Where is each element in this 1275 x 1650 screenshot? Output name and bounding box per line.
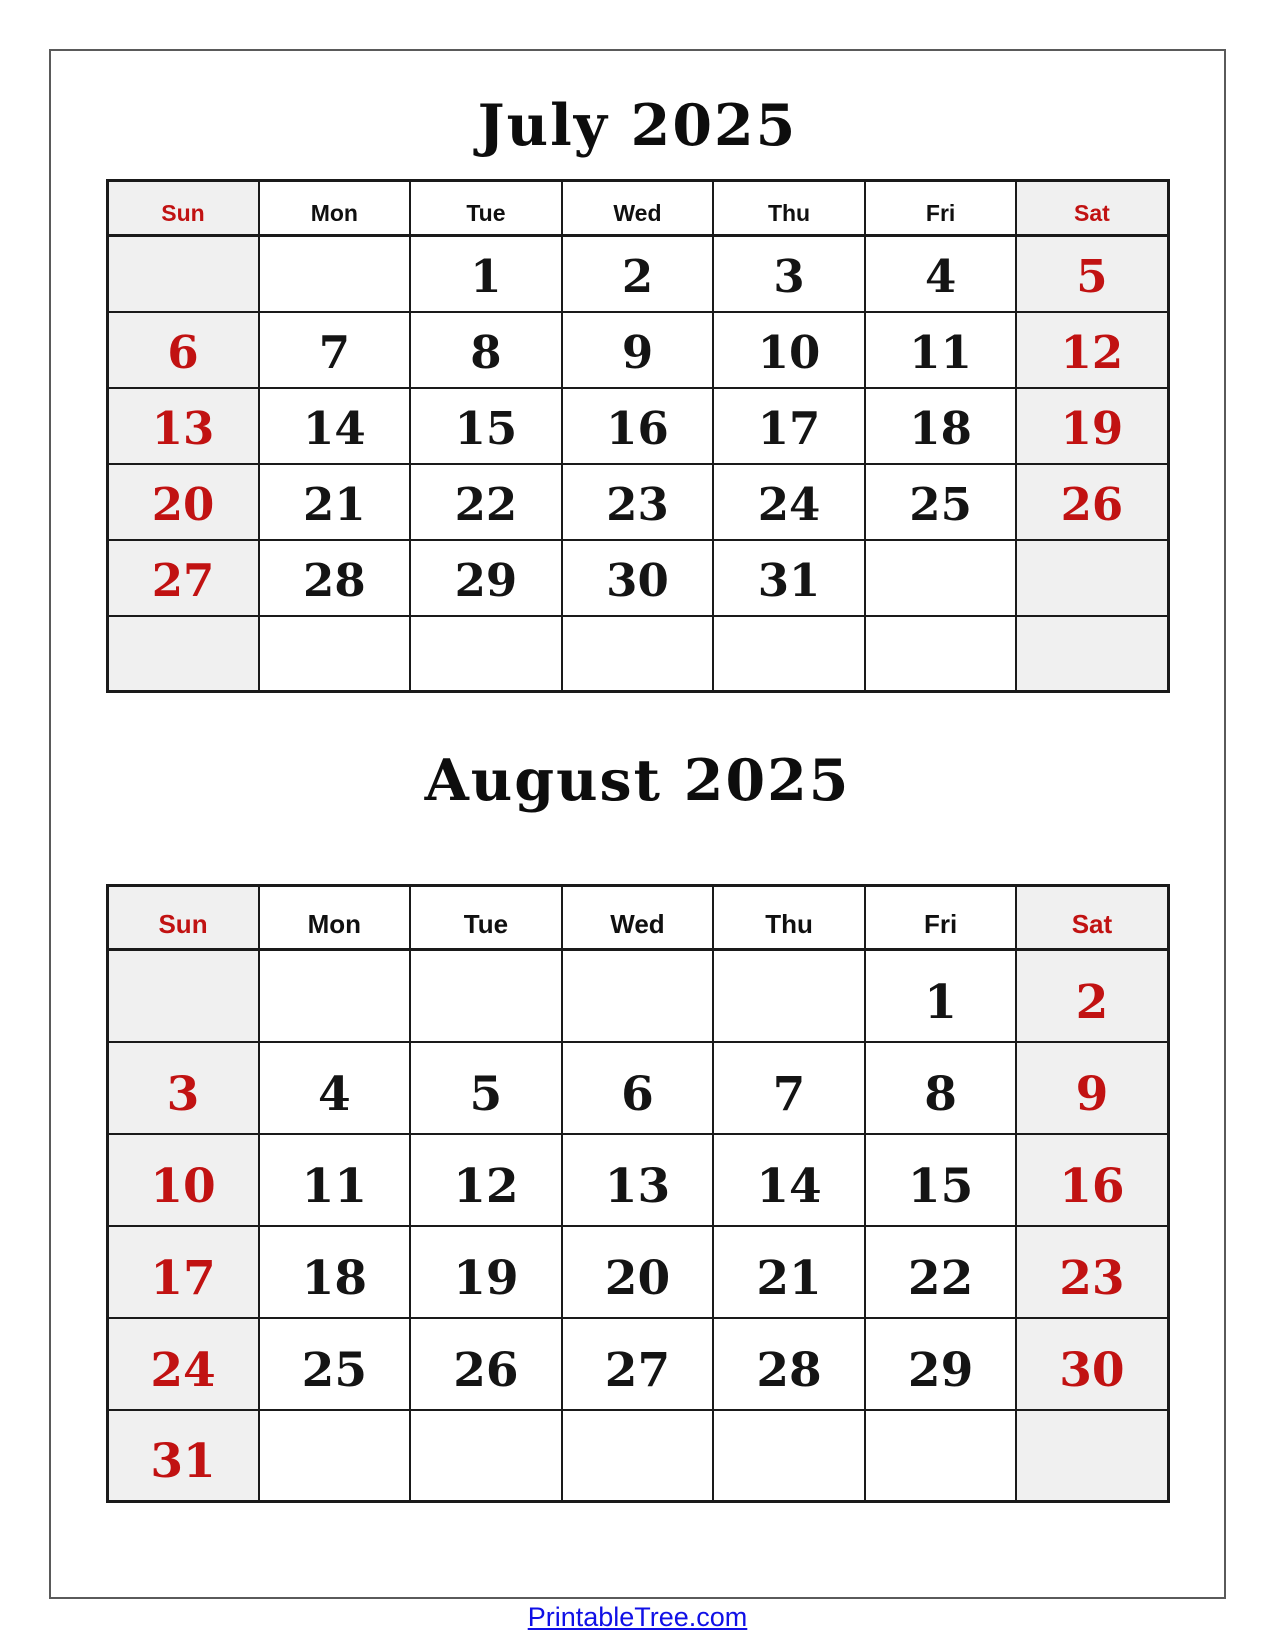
day-cell-empty (1016, 616, 1168, 692)
day-cell-10: 10 (107, 1134, 259, 1226)
day-cell-6: 6 (107, 312, 259, 388)
day-cell-15: 15 (410, 388, 562, 464)
day-header-thu: Thu (713, 886, 865, 950)
day-cell-13: 13 (107, 388, 259, 464)
day-cell-27: 27 (107, 540, 259, 616)
week-row (107, 540, 1168, 616)
day-cell-5: 5 (1016, 236, 1168, 312)
day-cell-7: 7 (259, 312, 411, 388)
day-header-thu: Thu (713, 181, 865, 236)
page-footer (0, 1602, 1275, 1633)
day-cell-31: 31 (107, 1410, 259, 1502)
day-cell-2: 2 (1016, 950, 1168, 1042)
day-cell-26: 26 (410, 1318, 562, 1410)
day-header-mon: Mon (259, 181, 411, 236)
day-cell-28: 28 (713, 1318, 865, 1410)
day-cell-1: 1 (410, 236, 562, 312)
day-cell-25: 25 (865, 464, 1017, 540)
day-cell-empty (865, 540, 1017, 616)
day-header-wed: Wed (562, 886, 714, 950)
day-cell-empty (107, 950, 259, 1042)
day-cell-28: 28 (259, 540, 411, 616)
page-frame (49, 49, 1226, 1599)
day-cell-4: 4 (259, 1042, 411, 1134)
day-cell-empty (410, 1410, 562, 1502)
day-cell-empty (562, 1410, 714, 1502)
day-header-sun: Sun (107, 181, 259, 236)
day-cell-6: 6 (562, 1042, 714, 1134)
week-row (107, 950, 1168, 1042)
week-row (107, 1226, 1168, 1318)
day-cell-empty (410, 616, 562, 692)
day-header-row (107, 886, 1168, 950)
day-cell-7: 7 (713, 1042, 865, 1134)
week-row (107, 1042, 1168, 1134)
day-cell-13: 13 (562, 1134, 714, 1226)
day-header-sun: Sun (107, 886, 259, 950)
calendar-title-august: August 2025 (424, 747, 851, 814)
day-cell-24: 24 (713, 464, 865, 540)
week-row (107, 388, 1168, 464)
day-cell-empty (713, 616, 865, 692)
week-row (107, 1318, 1168, 1410)
day-cell-15: 15 (865, 1134, 1017, 1226)
day-cell-empty (1016, 540, 1168, 616)
day-cell-9: 9 (1016, 1042, 1168, 1134)
day-header-sat: Sat (1016, 886, 1168, 950)
day-cell-25: 25 (259, 1318, 411, 1410)
day-cell-27: 27 (562, 1318, 714, 1410)
day-cell-23: 23 (1016, 1226, 1168, 1318)
day-cell-8: 8 (865, 1042, 1017, 1134)
day-cell-empty (562, 950, 714, 1042)
day-header-mon: Mon (259, 886, 411, 950)
day-cell-empty (259, 1410, 411, 1502)
day-cell-1: 1 (865, 950, 1017, 1042)
day-cell-24: 24 (107, 1318, 259, 1410)
day-cell-14: 14 (259, 388, 411, 464)
day-header-fri: Fri (865, 886, 1017, 950)
day-cell-empty (865, 616, 1017, 692)
day-cell-empty (713, 1410, 865, 1502)
day-cell-29: 29 (410, 540, 562, 616)
day-cell-26: 26 (1016, 464, 1168, 540)
week-row (107, 464, 1168, 540)
day-cell-18: 18 (259, 1226, 411, 1318)
calendar-title-july: July 2025 (477, 92, 798, 159)
day-cell-12: 12 (410, 1134, 562, 1226)
week-row (107, 1410, 1168, 1502)
day-cell-30: 30 (562, 540, 714, 616)
day-cell-empty (1016, 1410, 1168, 1502)
footer-link[interactable]: PrintableTree.com (527, 1602, 748, 1632)
day-cell-empty (259, 236, 411, 312)
day-cell-17: 17 (713, 388, 865, 464)
day-cell-12: 12 (1016, 312, 1168, 388)
day-cell-14: 14 (713, 1134, 865, 1226)
day-cell-empty (107, 236, 259, 312)
day-header-row (107, 181, 1168, 236)
day-cell-18: 18 (865, 388, 1017, 464)
day-cell-4: 4 (865, 236, 1017, 312)
day-cell-22: 22 (410, 464, 562, 540)
day-cell-3: 3 (107, 1042, 259, 1134)
calendar-grid-july (106, 179, 1170, 693)
day-cell-16: 16 (562, 388, 714, 464)
day-cell-9: 9 (562, 312, 714, 388)
day-cell-21: 21 (713, 1226, 865, 1318)
day-header-fri: Fri (865, 181, 1017, 236)
week-row (107, 616, 1168, 692)
day-cell-empty (259, 616, 411, 692)
day-header-tue: Tue (410, 181, 562, 236)
day-header-tue: Tue (410, 886, 562, 950)
week-row (107, 312, 1168, 388)
day-cell-11: 11 (259, 1134, 411, 1226)
day-cell-11: 11 (865, 312, 1017, 388)
day-cell-3: 3 (713, 236, 865, 312)
day-cell-16: 16 (1016, 1134, 1168, 1226)
day-cell-20: 20 (107, 464, 259, 540)
day-cell-empty (259, 950, 411, 1042)
week-row (107, 236, 1168, 312)
day-cell-empty (562, 616, 714, 692)
day-cell-2: 2 (562, 236, 714, 312)
calendar-august-2025 (51, 748, 1224, 1503)
calendar-grid-august (106, 884, 1170, 1503)
day-cell-5: 5 (410, 1042, 562, 1134)
day-cell-empty (865, 1410, 1017, 1502)
day-cell-19: 19 (410, 1226, 562, 1318)
day-cell-17: 17 (107, 1226, 259, 1318)
day-cell-empty (713, 950, 865, 1042)
calendar-july-2025 (51, 93, 1224, 693)
day-header-sat: Sat (1016, 181, 1168, 236)
week-row (107, 1134, 1168, 1226)
day-header-wed: Wed (562, 181, 714, 236)
day-cell-19: 19 (1016, 388, 1168, 464)
day-cell-empty (410, 950, 562, 1042)
day-cell-20: 20 (562, 1226, 714, 1318)
day-cell-30: 30 (1016, 1318, 1168, 1410)
day-cell-10: 10 (713, 312, 865, 388)
day-cell-8: 8 (410, 312, 562, 388)
day-cell-21: 21 (259, 464, 411, 540)
day-cell-31: 31 (713, 540, 865, 616)
day-cell-22: 22 (865, 1226, 1017, 1318)
day-cell-empty (107, 616, 259, 692)
day-cell-23: 23 (562, 464, 714, 540)
day-cell-29: 29 (865, 1318, 1017, 1410)
